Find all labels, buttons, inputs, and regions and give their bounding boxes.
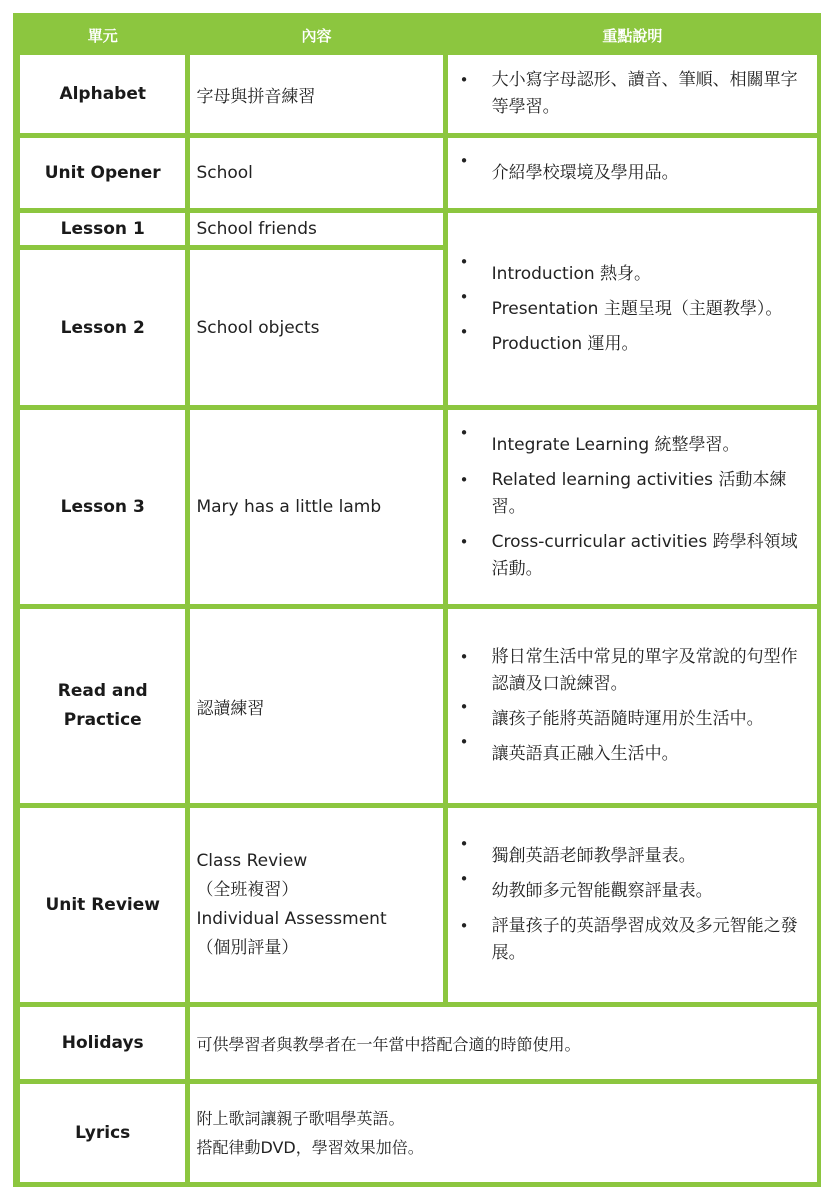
list-item: • Introduction 熱身。 xyxy=(456,261,809,288)
list-item: • 讓孩子能將英語隨時運用於生活中。 xyxy=(456,706,809,733)
content-line: （全班複習） xyxy=(196,880,299,900)
notes-cell xyxy=(447,409,818,605)
content-cell: School objects xyxy=(189,249,443,406)
content-line: 附上歌詞讓親子歌唱學英語。 xyxy=(196,1109,405,1128)
notes-cell xyxy=(447,807,818,1003)
unit-cell: Unit Opener xyxy=(19,137,186,209)
header-notes: 重點說明 xyxy=(447,19,818,51)
table-row xyxy=(19,212,818,246)
list-item: • 評量孩子的英語學習成效及多元智能之發展。 xyxy=(456,913,809,967)
list-item: • 幼教師多元智能觀察評量表。 xyxy=(456,878,809,905)
table-row xyxy=(19,608,818,804)
notes-cell xyxy=(447,608,818,804)
table-row xyxy=(19,1006,818,1080)
content-cell xyxy=(189,1083,818,1183)
content-cell: School xyxy=(189,137,443,209)
notes-cell xyxy=(447,137,818,209)
unit-cell: Lesson 2 xyxy=(19,249,186,406)
header-unit: 單元 xyxy=(19,19,186,51)
list-item: • Related learning activities 活動本練習。 xyxy=(456,467,809,521)
unit-cell xyxy=(19,608,186,804)
table-row xyxy=(19,1083,818,1183)
content-line: （個別評量） xyxy=(196,938,299,958)
table-row xyxy=(19,409,818,605)
list-item: • 將日常生活中常見的單字及常說的句型作認讀及口說練習。 xyxy=(456,644,809,698)
notes-cell xyxy=(447,212,818,406)
content-cell: 可供學習者與教學者在一年當中搭配合適的時節使用。 xyxy=(189,1006,818,1080)
curriculum-table xyxy=(16,16,821,1186)
content-cell: School friends xyxy=(189,212,443,246)
list-item: • 獨創英語老師教學評量表。 xyxy=(456,843,809,870)
list-item: • Cross-curricular activities 跨學科領域活動。 xyxy=(456,529,809,583)
unit-cell: Alphabet xyxy=(19,54,186,134)
content-cell xyxy=(189,807,443,1003)
list-item: • Production 運用。 xyxy=(456,331,809,358)
content-cell: 字母與拼音練習 xyxy=(189,54,443,134)
table-row xyxy=(19,54,818,134)
table-row xyxy=(19,807,818,1003)
list-item: • Presentation 主題呈現（主題教學）。 xyxy=(456,296,809,323)
unit-cell: Lyrics xyxy=(19,1083,186,1183)
content-cell: 認讀練習 xyxy=(189,608,443,804)
unit-cell: Unit Review xyxy=(19,807,186,1003)
curriculum-table-frame xyxy=(13,13,821,1187)
unit-cell: Lesson 3 xyxy=(19,409,186,605)
table-row xyxy=(19,137,818,209)
list-item: • 介紹學校環境及學用品。 xyxy=(456,160,809,187)
unit-cell: Holidays xyxy=(19,1006,186,1080)
list-item: • Integrate Learning 統整學習。 xyxy=(456,432,809,459)
content-line: Class Review xyxy=(196,851,308,871)
header-content: 內容 xyxy=(189,19,443,51)
unit-cell: Lesson 1 xyxy=(19,212,186,246)
content-line: Individual Assessment xyxy=(196,909,387,929)
unit-label: Read and Practice xyxy=(57,681,148,730)
content-line: 搭配律動DVD，學習效果加倍。 xyxy=(196,1138,424,1157)
list-item: • 大小寫字母認形、讀音、筆順、相關單字等學習。 xyxy=(456,67,809,121)
notes-cell xyxy=(447,54,818,134)
table-header-row xyxy=(19,19,818,51)
content-cell: Mary has a little lamb xyxy=(189,409,443,605)
list-item: • 讓英語真正融入生活中。 xyxy=(456,741,809,768)
